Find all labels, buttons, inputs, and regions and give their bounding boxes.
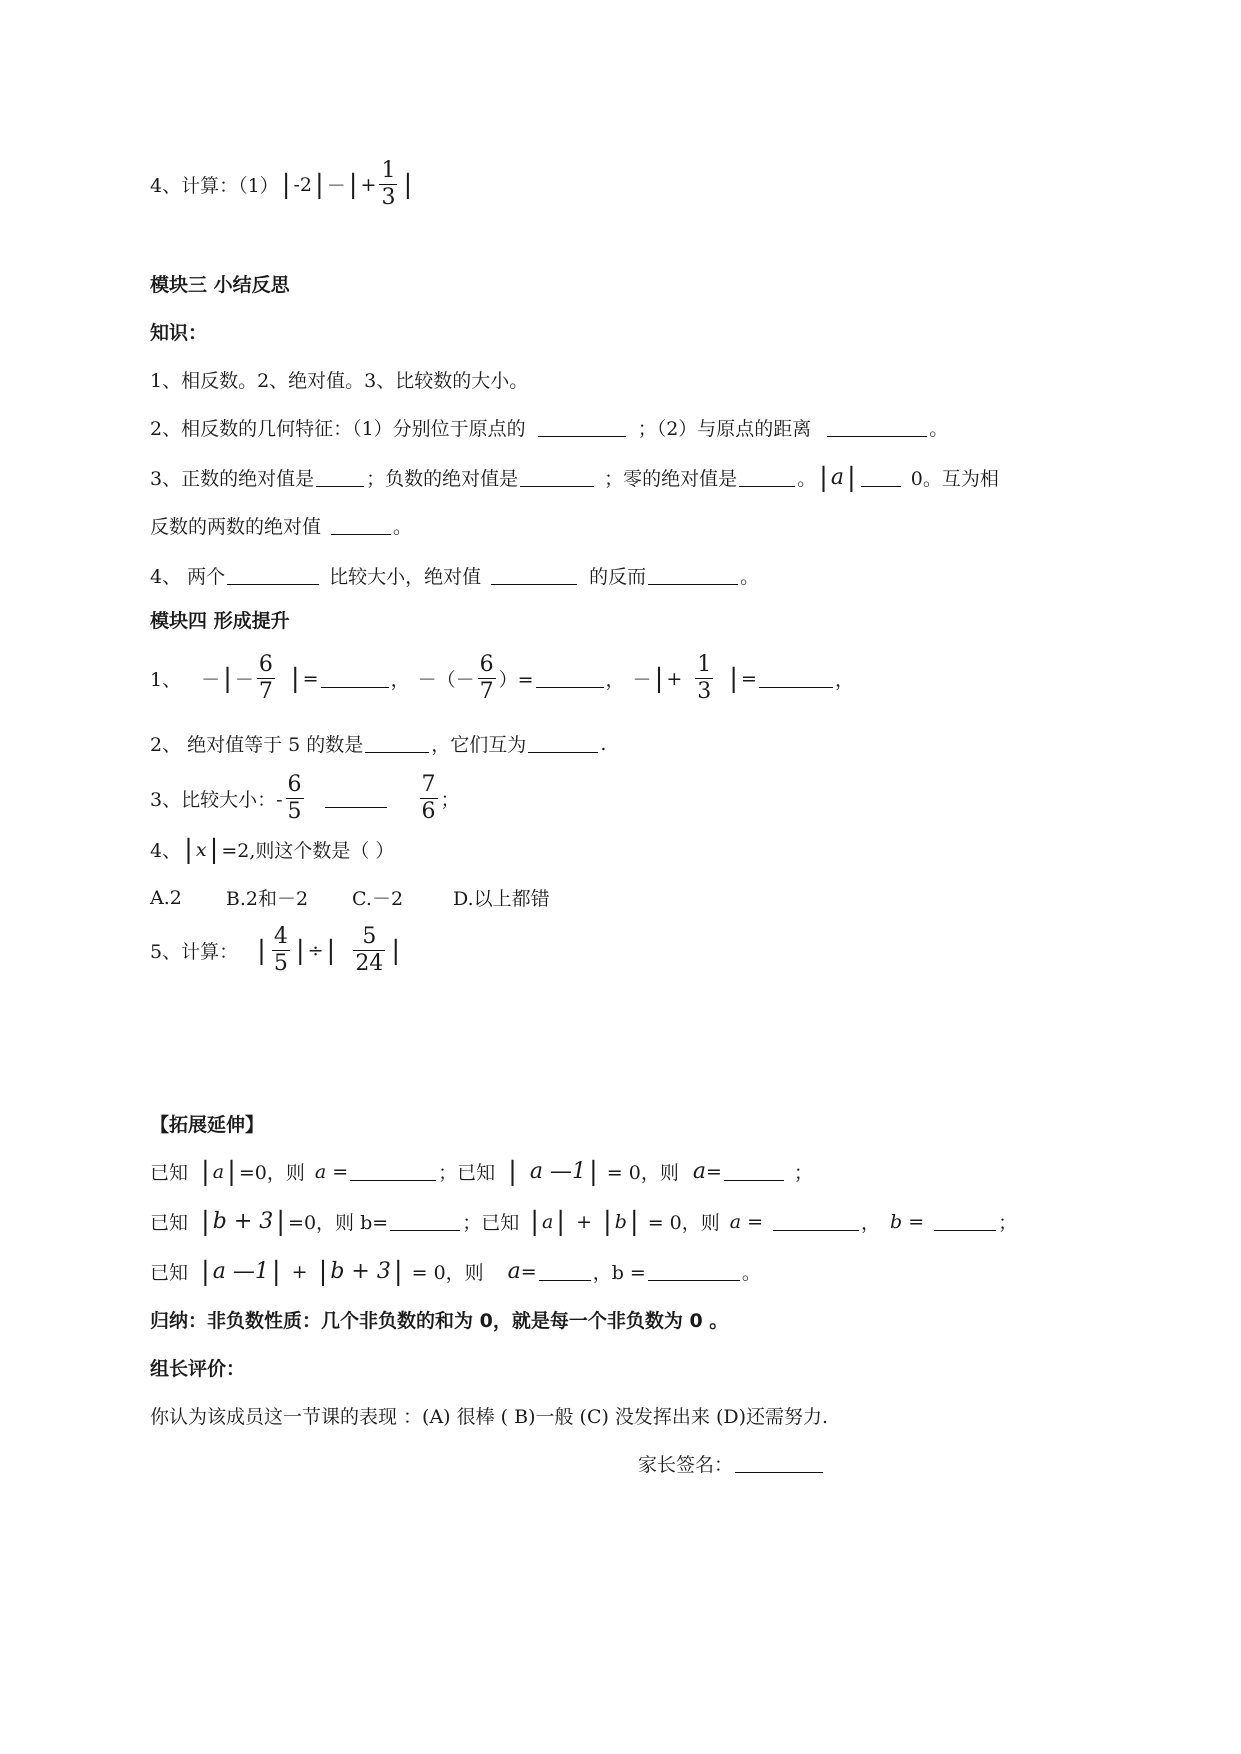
calc-question-4	[150, 158, 415, 211]
abs-bar: |	[629, 1206, 639, 1237]
parent-signature-label: 家长签名：	[638, 1454, 734, 1476]
module3-title: 模块三 小结反思	[150, 274, 290, 296]
option-a[interactable]: A.2	[150, 886, 182, 909]
answer-blank[interactable]	[773, 1212, 859, 1231]
abs-bar: |	[819, 462, 828, 493]
answer-blank[interactable]	[539, 1262, 591, 1281]
text: ；已知	[438, 1162, 496, 1184]
signature-blank[interactable]	[735, 1454, 823, 1473]
abs-bar: |	[393, 1256, 403, 1287]
text: =	[908, 1210, 925, 1233]
abs-inner: -2	[293, 173, 312, 196]
answer-blank[interactable]	[365, 734, 429, 753]
numerator: 7	[421, 772, 436, 797]
text: =	[747, 1210, 763, 1233]
text: ；	[793, 1162, 813, 1184]
text: ；已知	[462, 1212, 520, 1234]
text: =0，则 b=	[288, 1212, 389, 1234]
abs-bar: |	[290, 663, 300, 694]
abs-bar: |	[847, 462, 856, 493]
denominator: 24	[355, 951, 384, 976]
text: 。	[797, 468, 817, 490]
module4-question-5	[150, 924, 403, 977]
knowledge-label: 知识：	[150, 322, 208, 344]
denominator: 3	[697, 679, 712, 704]
text: ；（2）与原点的距离	[637, 418, 812, 440]
abs-bar: |	[556, 1206, 566, 1237]
module4-title: 模块四 形成提升	[150, 610, 290, 632]
module4-question-4	[150, 836, 394, 863]
answer-blank[interactable]	[390, 1212, 460, 1231]
answer-blank[interactable]	[739, 468, 795, 487]
knowledge-line-3-cont	[150, 512, 412, 539]
fraction	[257, 652, 275, 705]
fraction	[286, 772, 304, 825]
abs-bar: |	[654, 663, 664, 694]
denominator: 6	[421, 799, 436, 824]
text: 已知	[150, 1212, 189, 1234]
variable-a: a	[212, 1160, 225, 1183]
text: ；零的绝对值是	[604, 468, 738, 490]
variable-a: a	[692, 1159, 706, 1184]
abs-bar: |	[271, 1256, 281, 1287]
text: 5、计算：	[150, 941, 239, 963]
answer-blank[interactable]	[759, 669, 833, 688]
answer-blank[interactable]	[528, 734, 598, 753]
abs-bar: |	[530, 1206, 539, 1237]
abs-bar: |	[318, 1256, 328, 1287]
knowledge-line-4	[150, 562, 759, 589]
text: ，b =	[592, 1262, 646, 1284]
answer-blank[interactable]	[536, 669, 604, 688]
text: －	[201, 669, 221, 691]
variable-b: b	[890, 1210, 903, 1233]
text: =	[741, 667, 757, 690]
abs-bar: |	[201, 1156, 210, 1187]
numerator: 5	[362, 924, 377, 949]
fraction	[478, 652, 496, 705]
variable-a: a	[830, 465, 845, 490]
text: .	[600, 732, 607, 755]
fraction	[272, 924, 290, 977]
answer-blank[interactable]	[724, 1162, 784, 1181]
text: 0。互为相	[910, 468, 999, 490]
numerator: 4	[273, 924, 288, 949]
variable-a: a	[541, 1210, 554, 1233]
fraction	[420, 772, 438, 825]
text: ，	[861, 1212, 881, 1234]
numerator: 1	[381, 158, 396, 183]
extension-line-3	[150, 1258, 761, 1285]
numerator: 6	[287, 772, 302, 797]
abs-bar: |	[391, 935, 401, 966]
denominator: 5	[273, 951, 288, 976]
text: －（－	[417, 669, 475, 691]
text: 反数的两数的绝对值	[150, 516, 322, 538]
text: +	[576, 1210, 592, 1233]
text: 。	[740, 566, 760, 588]
answer-blank[interactable]	[321, 669, 389, 688]
option-b[interactable]: B.2和－2	[225, 888, 309, 910]
answer-blank[interactable]	[648, 566, 738, 585]
text: 的反而	[589, 566, 647, 588]
module4-question-2	[150, 730, 606, 757]
abs-bar: |	[201, 1206, 210, 1237]
answer-blank[interactable]	[648, 1262, 740, 1281]
text: ；	[998, 1212, 1018, 1234]
parent-signature-line	[638, 1450, 825, 1477]
expression: b + 3	[330, 1259, 391, 1284]
abs-bar: |	[314, 169, 324, 200]
fraction	[353, 924, 385, 977]
text: ÷	[307, 939, 324, 962]
extension-title: 【拓展延伸】	[150, 1114, 265, 1136]
abs-bar: |	[257, 935, 266, 966]
answer-blank[interactable]	[827, 418, 927, 437]
abs-bar: |	[729, 663, 739, 694]
numerator: 1	[697, 652, 712, 677]
variable-a: a	[729, 1210, 742, 1233]
abs-bar: |	[508, 1156, 517, 1187]
abs-bar: |	[348, 169, 358, 200]
abs-bar: |	[403, 169, 413, 200]
answer-blank[interactable]	[861, 468, 901, 487]
text: = 0，则	[606, 1162, 679, 1184]
text: +	[666, 667, 683, 690]
text: 3、比较大小：-	[150, 789, 283, 811]
answer-blank[interactable]	[316, 468, 364, 487]
text: 4、	[150, 840, 182, 862]
variable-x: x	[195, 838, 207, 861]
extension-line-2	[150, 1208, 1017, 1235]
variable-a: a	[314, 1160, 327, 1183]
answer-blank[interactable]	[325, 789, 387, 808]
text: ；负数的绝对值是	[366, 468, 519, 490]
module4-question-3	[150, 772, 460, 825]
variable-a: a	[507, 1259, 521, 1284]
calc-prefix: 4、计算：（1）	[150, 175, 279, 197]
answer-blank[interactable]	[538, 418, 626, 437]
text: 2、 绝对值等于 5 的数是	[150, 734, 364, 756]
text: －	[632, 669, 652, 691]
numerator: 6	[258, 652, 273, 677]
knowledge-line-3	[150, 464, 999, 491]
fraction	[379, 158, 397, 211]
leader-eval-label: 组长评价：	[150, 1358, 246, 1380]
text: 。	[393, 516, 413, 538]
option-c[interactable]: C.－2	[352, 888, 404, 910]
text: －	[234, 669, 254, 691]
module4-question-1	[150, 652, 854, 705]
conclusion-text: 归纳：非负数性质：几个非负数的和为 0，就是每一个非负数为 0 。	[150, 1310, 729, 1332]
abs-bar: |	[227, 1156, 236, 1187]
denominator: 3	[381, 185, 396, 210]
answer-blank[interactable]	[934, 1212, 996, 1231]
abs-bar: |	[589, 1156, 598, 1187]
denominator: 5	[287, 799, 302, 824]
abs-bar: |	[602, 1206, 612, 1237]
expression: a —1	[529, 1159, 587, 1184]
abs-bar: |	[281, 169, 291, 200]
text: 2、相反数的几何特征：（1）分别位于原点的	[150, 418, 526, 440]
answer-blank[interactable]	[520, 468, 594, 487]
abs-bar: |	[276, 1206, 286, 1237]
text: 1、	[150, 669, 182, 691]
answer-blank[interactable]	[350, 1162, 436, 1181]
text: 比较大小，绝对值	[329, 566, 482, 588]
extension-line-1	[150, 1158, 813, 1185]
abs-bar: |	[326, 935, 336, 966]
denominator: 7	[258, 679, 273, 704]
abs-bar: |	[184, 834, 193, 865]
text: ，	[390, 669, 410, 691]
text: ，它们互为	[431, 734, 527, 756]
knowledge-line-2	[150, 414, 948, 441]
denominator: 7	[479, 679, 494, 704]
text: 已知	[150, 1262, 189, 1284]
knowledge-line-1: 1、相反数。2、绝对值。3、比较数的大小。	[150, 370, 529, 392]
evaluation-line: 你认为该成员这一节课的表现 ：(A) 很棒 ( B)一般 (C) 没发挥出来 (D)还需努力.	[150, 1406, 829, 1428]
text: =2,则这个数是（ ）	[221, 840, 395, 862]
text: 。	[929, 418, 949, 440]
fraction	[695, 652, 713, 705]
text: 。	[741, 1262, 761, 1284]
abs-bar: |	[223, 663, 232, 694]
plus-sign: +	[360, 173, 377, 196]
text: 已知	[150, 1162, 189, 1184]
text: 4、 两个	[150, 566, 226, 588]
module4-options	[150, 884, 550, 911]
text: ，	[605, 669, 625, 691]
text: =0，则	[238, 1162, 305, 1184]
text: =	[705, 1160, 722, 1183]
text: =	[332, 1160, 349, 1183]
expression: b + 3	[212, 1209, 274, 1234]
text: =	[302, 667, 319, 690]
text: = 0，则	[647, 1212, 720, 1234]
option-d[interactable]: D.以上都错	[453, 888, 550, 910]
text: +	[291, 1260, 308, 1283]
answer-blank[interactable]	[491, 566, 577, 585]
minus-sign: －	[326, 175, 346, 197]
text: = 0，则	[411, 1262, 484, 1284]
numerator: 6	[479, 652, 494, 677]
variable-b: b	[614, 1210, 627, 1233]
expression: a —1	[212, 1259, 269, 1284]
text: ；	[440, 789, 460, 811]
text: ，	[834, 669, 854, 691]
text: =	[520, 1260, 537, 1283]
answer-blank[interactable]	[331, 516, 391, 535]
abs-bar: |	[201, 1256, 210, 1287]
abs-bar: |	[295, 935, 305, 966]
abs-bar: |	[209, 834, 219, 865]
text: 3、正数的绝对值是	[150, 468, 315, 490]
text: ）=	[498, 669, 534, 691]
answer-blank[interactable]	[227, 566, 319, 585]
